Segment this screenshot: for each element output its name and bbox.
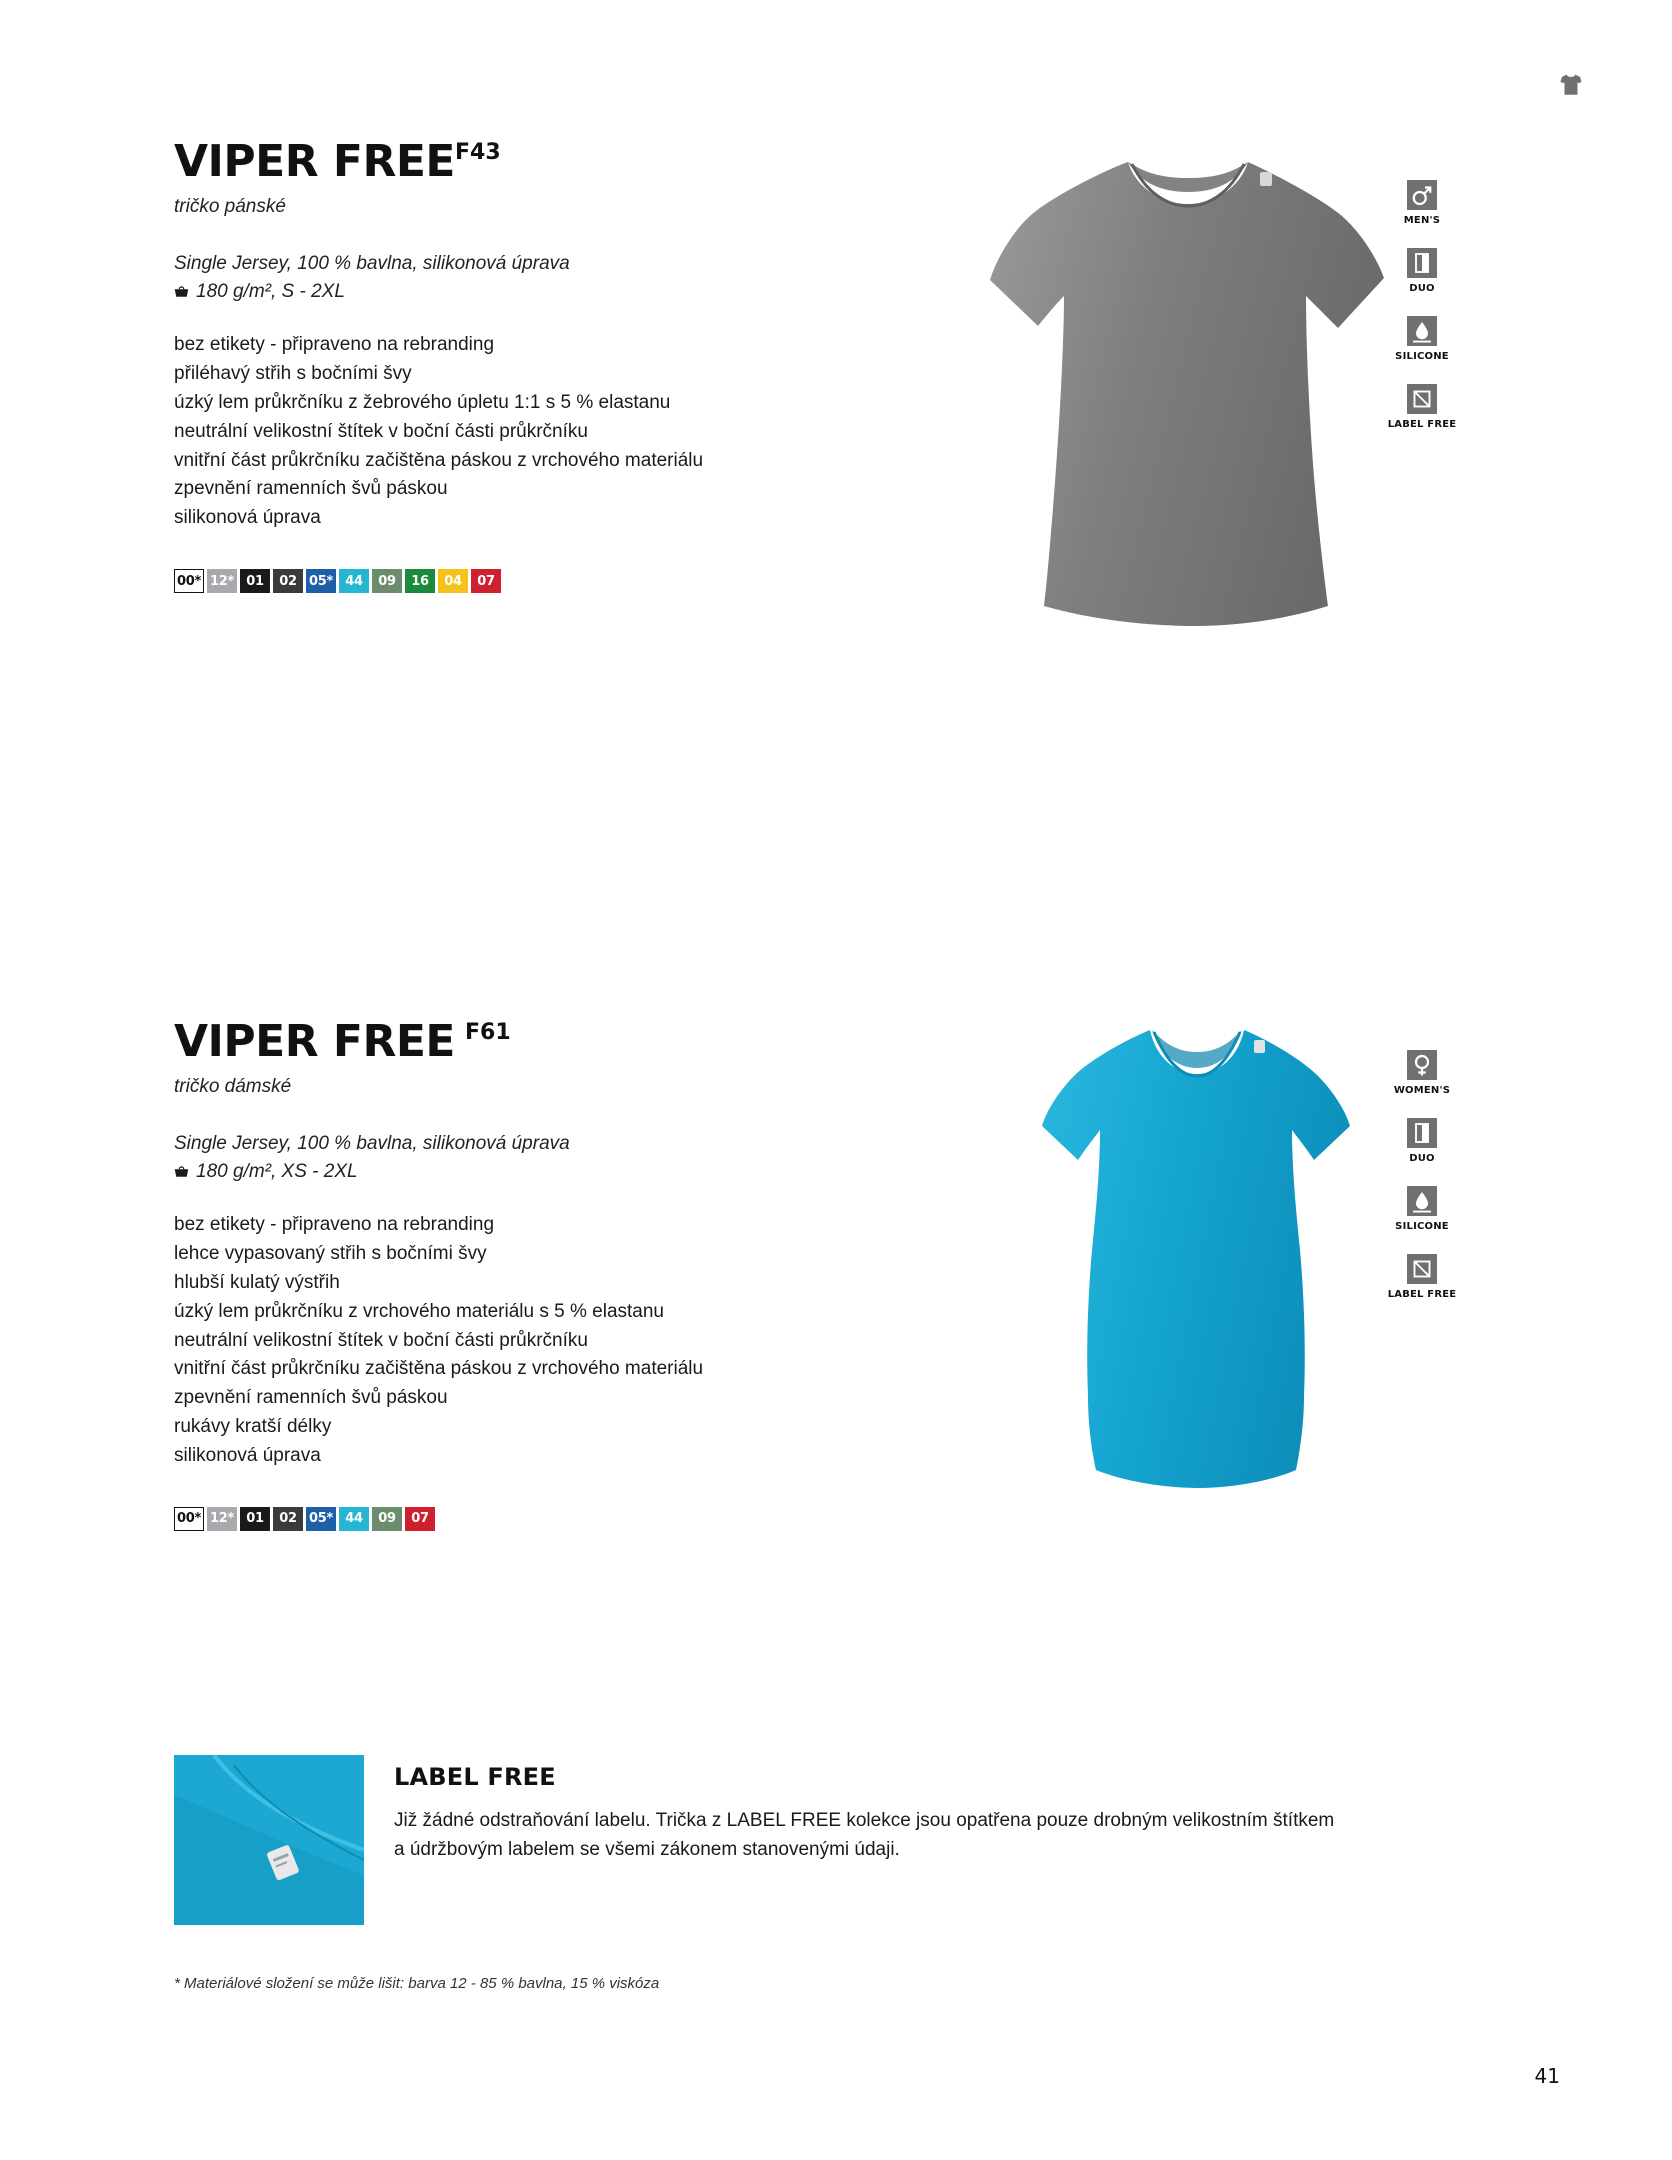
color-swatches [174,1507,814,1531]
color-swatch[interactable]: 01 [240,569,270,593]
product-features [174,331,814,533]
attribute-label: SILICONE [1395,351,1449,362]
product-features [174,1211,814,1471]
label-free-photo [174,1755,364,1925]
attribute-label: WOMEN'S [1393,1085,1451,1096]
color-swatch[interactable]: 04 [438,569,468,593]
duo-icon [1407,248,1437,278]
product-text-column [174,1016,814,1531]
attribute-label: DUO [1409,1153,1435,1164]
attribute-mens [1380,180,1464,226]
product-code: F43 [454,140,501,165]
product-title: VIPER FREE [174,136,455,187]
color-swatch[interactable]: 09 [372,569,402,593]
product-weight-line [174,1158,814,1186]
color-swatch[interactable]: 00* [174,569,204,593]
feature-item: rukávy kratší délky [174,1416,332,1438]
feature-item: silikonová úprava [174,507,321,529]
feature-item: přiléhavý střih s bočními švy [174,362,412,384]
womens-cyan-tshirt-image [1000,1000,1400,1540]
color-swatch[interactable]: 07 [405,1507,435,1531]
footnote: * Materiálové složení se může lišit: barva 12 - 85 % bavlna, 15 % viskóza [174,1975,660,1992]
feature-item: hlubší kulatý výstřih [174,1271,340,1293]
product-weight: 180 g/m², S - 2XL [196,280,345,302]
duo-icon [1407,1118,1437,1148]
feature-item: vnitřní část průkrčníku začištěna páskou z vrchového materiálu [174,1358,704,1380]
feature-item: zpevnění ramenních švů páskou [174,478,448,500]
feature-item: neutrální velikostní štítek v boční části průkrčníku [174,1329,588,1351]
feature-item: vnitřní část průkrčníku začištěna páskou z vrchového materiálu [174,449,704,471]
color-swatches [174,569,814,593]
feature-item: bez etikety - připraveno na rebranding [174,1214,495,1236]
product-material: Single Jersey, 100 % bavlna, silikonová úprava [174,1133,570,1154]
color-swatch[interactable]: 09 [372,1507,402,1531]
feature-item: neutrální velikostní štítek v boční části průkrčníku [174,420,588,442]
label-free-text [394,1763,1404,1864]
page-number: 41 [1534,2064,1560,2088]
attribute-label-free [1380,1254,1464,1300]
weight-icon [174,285,189,298]
womens-icon [1407,1050,1437,1080]
attribute-label: LABEL FREE [1387,419,1457,430]
weight-icon [174,1165,189,1178]
product-weight: 180 g/m², XS - 2XL [196,1160,358,1182]
mens-grey-tshirt-image [960,120,1420,680]
attribute-duo [1380,248,1464,294]
label-free-detail-photo [174,1755,364,1925]
label-free-icon [1407,384,1437,414]
silicone-icon [1407,316,1437,346]
attribute-silicone [1380,1186,1464,1232]
attribute-icons [1380,180,1464,452]
product-subtitle: tričko pánské [174,196,286,217]
tshirt-icon [1558,72,1584,98]
product-code: F61 [464,1020,511,1045]
feature-item: silikonová úprava [174,1445,321,1467]
attribute-label: SILICONE [1395,1221,1449,1232]
attribute-icons [1380,1050,1464,1322]
color-swatch[interactable]: 44 [339,569,369,593]
color-swatch[interactable]: 07 [471,569,501,593]
color-swatch[interactable]: 12* [207,1507,237,1531]
color-swatch[interactable]: 12* [207,569,237,593]
color-swatch[interactable]: 02 [273,569,303,593]
attribute-label: MEN'S [1403,215,1441,226]
product-material-block [174,250,814,305]
label-free-body-line: Již žádné odstraňování labelu. Trička z LABEL FREE kolekce jsou opatřena pouze drobným velikostním štítkem [394,1810,1335,1831]
feature-item: úzký lem průkrčníku z žebrového úpletu 1:1 s 5 % elastanu [174,391,671,413]
attribute-label: DUO [1409,283,1435,294]
color-swatch[interactable]: 05* [306,1507,336,1531]
attribute-silicone [1380,316,1464,362]
attribute-womens [1380,1050,1464,1096]
feature-item: úzký lem průkrčníku z vrchového materiálu s 5 % elastanu [174,1300,664,1322]
product-weight-line [174,278,814,306]
product-title-row [174,136,814,187]
color-swatch[interactable]: 05* [306,569,336,593]
feature-item: bez etikety - připraveno na rebranding [174,334,495,356]
color-swatch[interactable]: 02 [273,1507,303,1531]
color-swatch[interactable]: 16 [405,569,435,593]
attribute-label-free [1380,384,1464,430]
silicone-icon [1407,1186,1437,1216]
label-free-icon [1407,1254,1437,1284]
color-swatch[interactable]: 01 [240,1507,270,1531]
product-material: Single Jersey, 100 % bavlna, silikonová úprava [174,253,570,274]
label-free-title: LABEL FREE [394,1763,556,1791]
color-swatch[interactable]: 00* [174,1507,204,1531]
product-title-row [174,1016,814,1067]
product-subtitle: tričko dámské [174,1076,292,1097]
feature-item: zpevnění ramenních švů páskou [174,1387,448,1409]
attribute-duo [1380,1118,1464,1164]
feature-item: lehce vypasovaný střih s bočními švy [174,1242,487,1264]
product-material-block [174,1130,814,1185]
attribute-label: LABEL FREE [1387,1289,1457,1300]
product-title: VIPER FREE [174,1016,455,1067]
product-text-column [174,136,814,593]
mens-icon [1407,180,1437,210]
color-swatch[interactable]: 44 [339,1507,369,1531]
label-free-body [394,1807,1404,1864]
label-free-body-line: a údržbovým labelem se všemi zákonem stanovenými údaji. [394,1838,900,1860]
